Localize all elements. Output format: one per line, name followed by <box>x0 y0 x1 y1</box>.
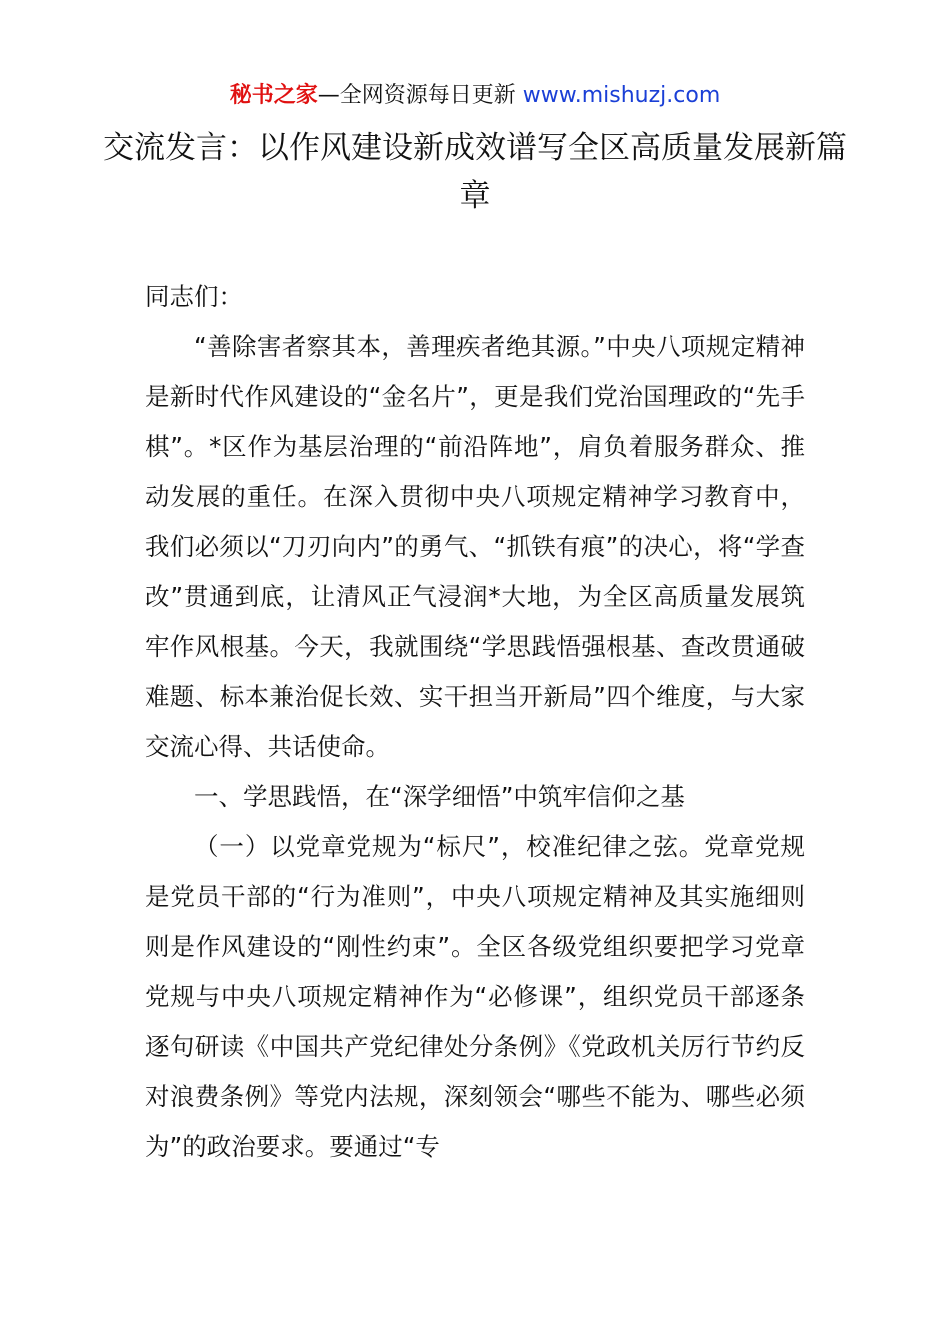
section-heading: 一、学思践悟，在“深学细悟”中筑牢信仰之基 <box>194 782 685 811</box>
site-tagline: —全网资源每日更新 <box>317 83 523 108</box>
site-header <box>0 78 950 114</box>
site-brand: 秘书之家 <box>229 83 318 108</box>
document-title: 交流发言：以作风建设新成效谱写全区高质量发展新篇章 <box>103 130 847 214</box>
document-body <box>145 272 805 1172</box>
paragraph-intro: “善除害者察其本，善理疾者绝其源。”中央八项规定精神是新时代作风建设的“金名片”，更是我们党治国理政的“先手棋”。*区作为基层治理的“前沿阵地”，肩负着服务群众、推动发展的重任。在深入贯彻中央八项规定精神学习教育中，我们必须以“刀刃向内”的勇气、“抓铁有痕”的决心，将“学查改”贯通到底，让清风正气浸润*大地，为全区高质量发展筑牢作风根基。今天，我就围绕“学思践悟强根基、查改贯通破难题、标本兼治促长效、实干担当开新局”四个维度，与大家交流心得、共话使命。 <box>145 332 805 761</box>
site-url-link[interactable]: www.mishuzj.com <box>522 83 721 108</box>
salutation: 同志们： <box>145 282 243 311</box>
paragraph-subsection-1: （一）以党章党规为“标尺”，校准纪律之弦。党章党规是党员干部的“行为准则”，中央八项规定精神及其实施细则则是作风建设的“刚性约束”。全区各级党组织要把学习党章党规与中央八项规定精神作为“必修课”，组织党员干部逐条逐句研读《中国共产党纪律处分条例》《党政机关厉行节约反对浪费条例》等党内法规，深刻领会“哪些不能为、哪些必须为”的政治要求。要通过“专 <box>145 832 805 1161</box>
